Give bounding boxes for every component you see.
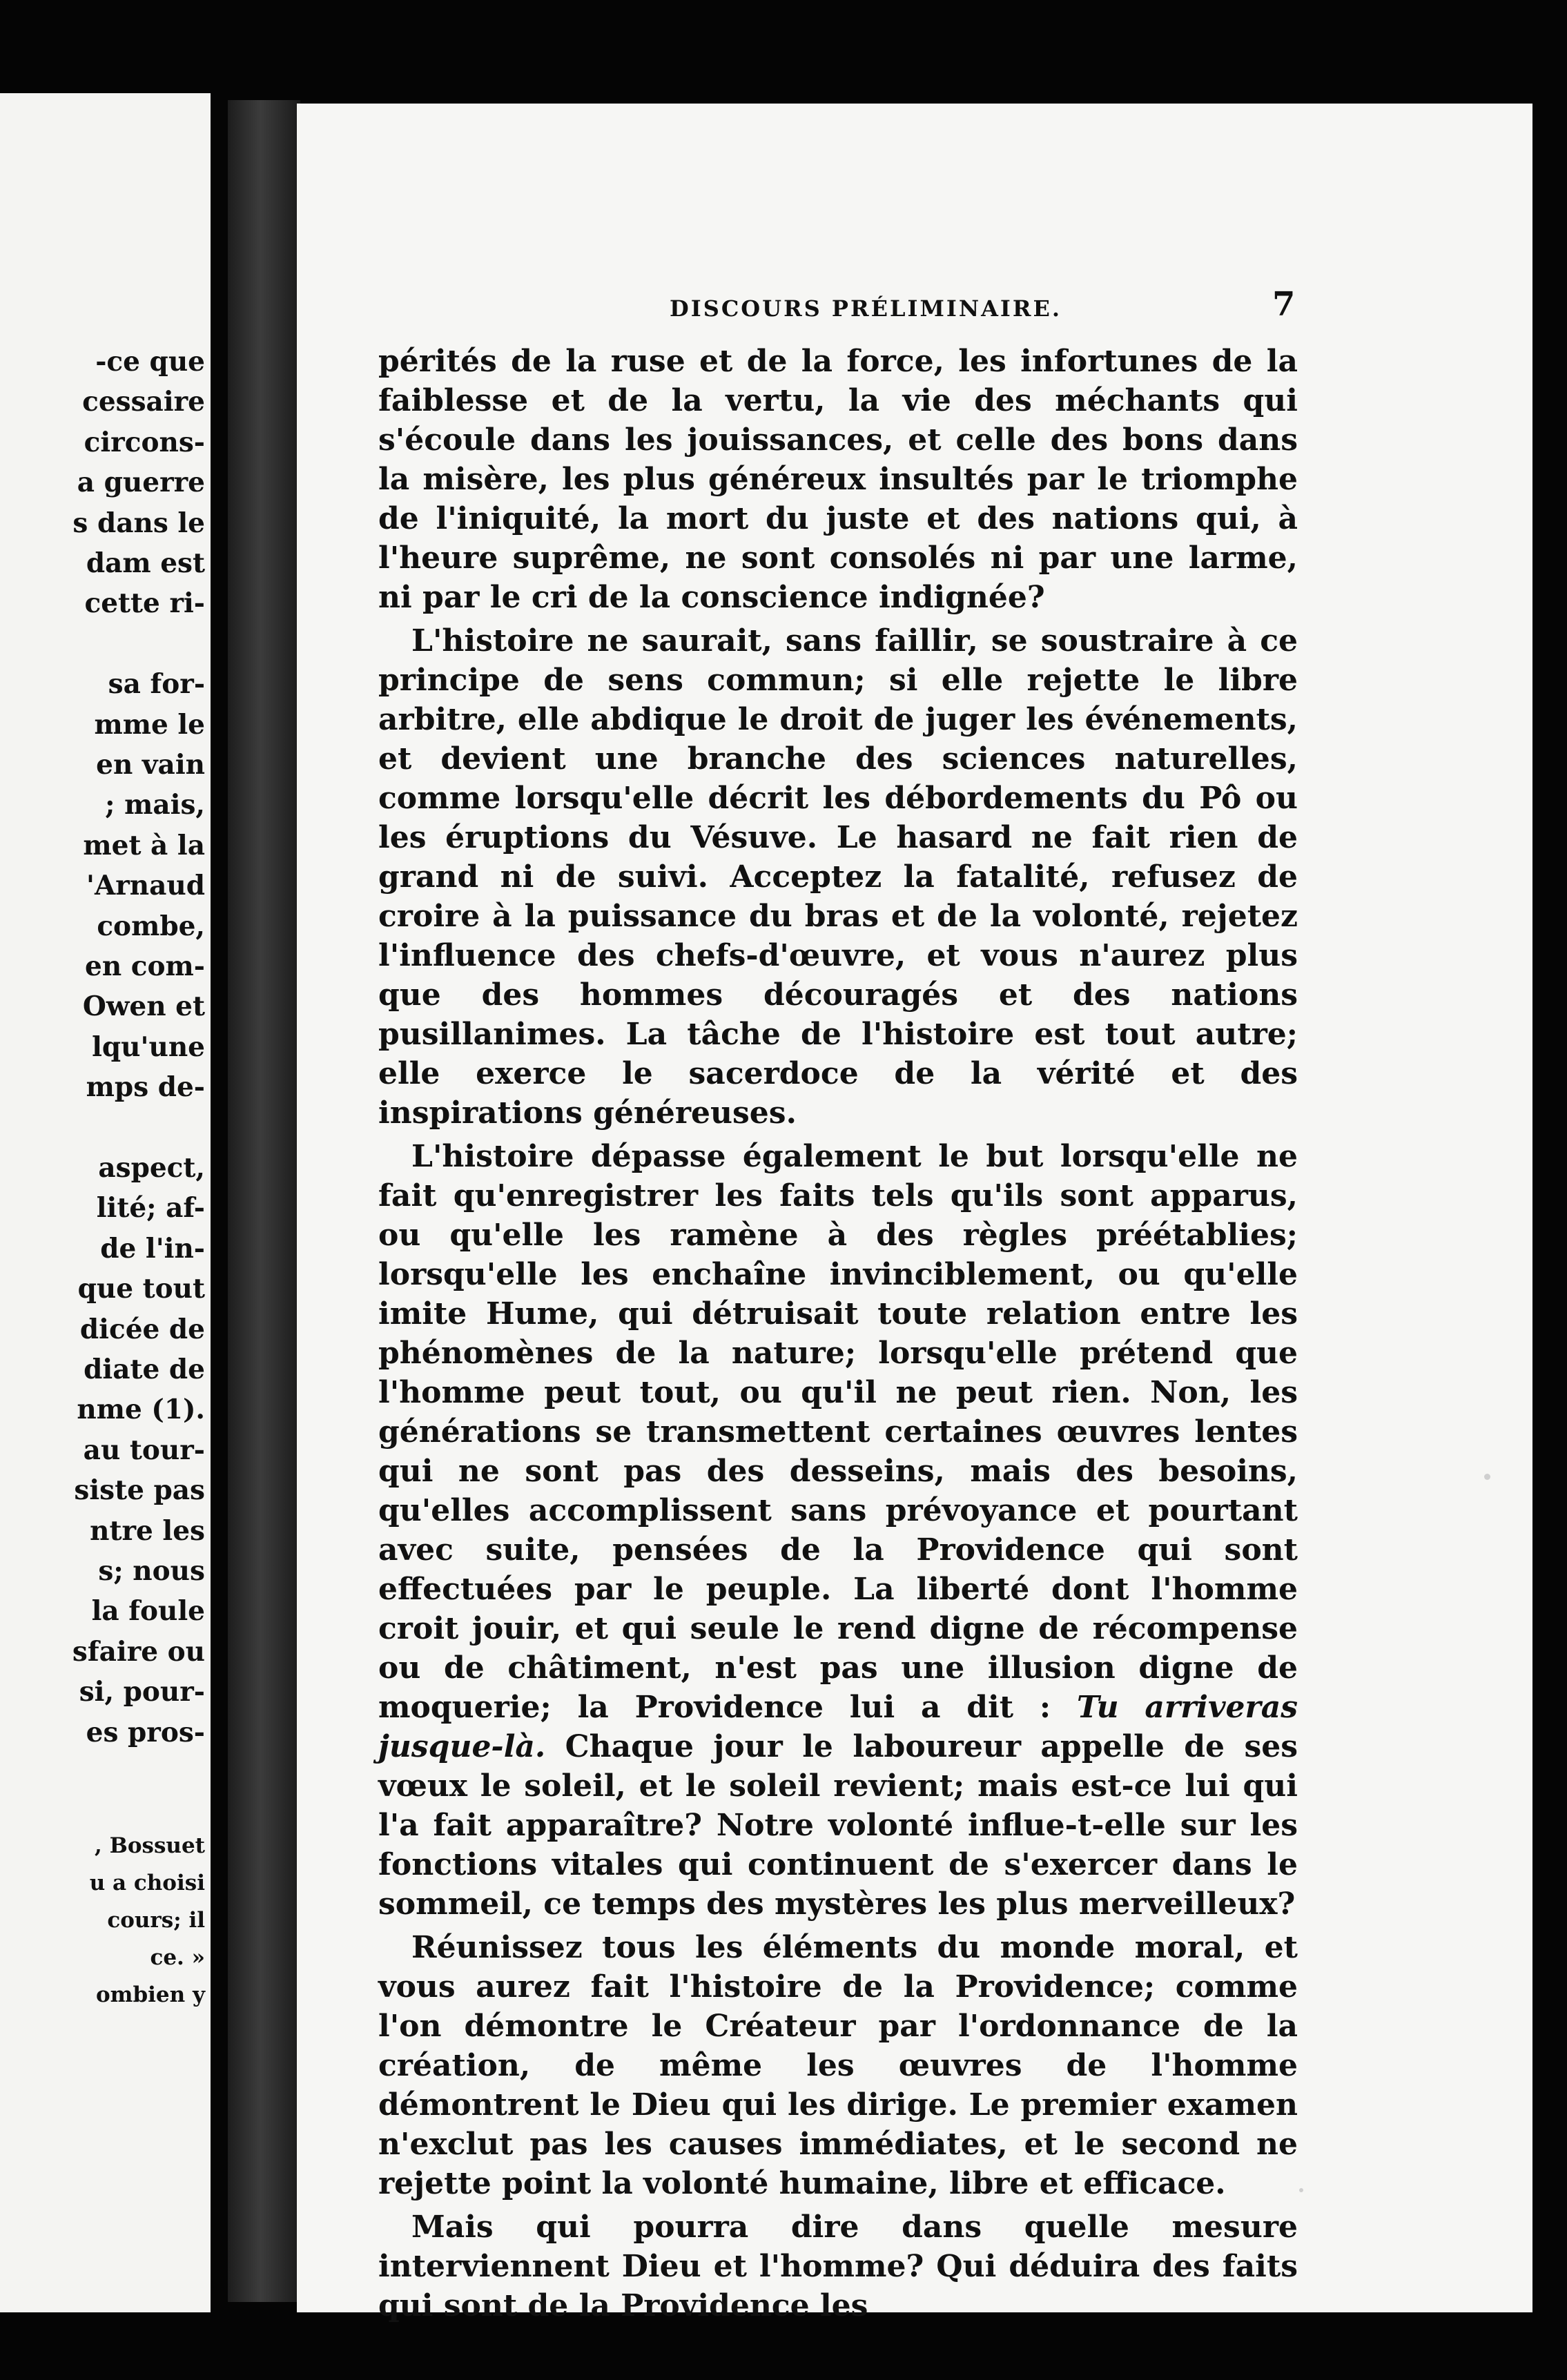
left-page-line: lqu'une (92, 1031, 205, 1063)
left-page-line: si, pour- (79, 1676, 205, 1708)
left-page-footnote-line: cours; il (107, 1908, 205, 1933)
left-page-line: mps de- (86, 1071, 205, 1104)
left-page-footnote-line: u a choisi (89, 1871, 205, 1895)
left-page-line: ; mais, (105, 789, 205, 821)
left-page-line: aspect, (98, 1152, 205, 1184)
paragraph (378, 621, 1298, 1133)
paragraph-text: Chaque jour le laboureur appelle de ses vœux le soleil, et le soleil revient; mais est-ce lui qui l'a fait apparaître? Notre volonté influe-t-elle sur les fonctions vitales qui continuent de s'exercer dans le sommeil, ce temps des mystères les plus merveilleux? (378, 1729, 1298, 1922)
left-page-line: en vain (96, 749, 205, 781)
left-page-line: sfaire ou (72, 1635, 205, 1668)
running-header: DISCOURS PRÉLIMINAIRE. (670, 295, 1062, 322)
left-page-line: cessaire (82, 386, 205, 418)
left-page-line: sa for- (108, 668, 205, 701)
left-page-line: 'Arnaud (86, 870, 205, 902)
paragraph (378, 1928, 1298, 2203)
left-page-line: met à la (83, 829, 205, 861)
left-page-line: dam est (86, 547, 205, 579)
left-page-line: mme le (94, 708, 205, 741)
left-page-footnote-line: ce. » (150, 1945, 205, 1970)
left-page-line: nme (1). (77, 1394, 205, 1426)
left-page-footnote-line: ombien y (96, 1982, 205, 2007)
left-page (0, 93, 211, 2312)
left-page-line: de l'in- (100, 1232, 205, 1265)
paragraph (378, 1137, 1298, 1924)
left-page-line: diate de (84, 1354, 205, 1385)
left-page-line: s dans le (72, 507, 205, 539)
left-page-line: dicée de (79, 1313, 205, 1345)
paragraph-text: pérités de la ruse et de la force, les infortunes de la faiblesse et de la vertu, la vie des méchants qui s'écoule dans les jouissances, et celle des bons dans la misère, les plus généreux insultés par le triomphe de l'iniquité, la mort du juste et des nations qui, à l'heure suprême, ne sont consolés ni par une larme, ni par le cri de la conscience indignée? (378, 344, 1298, 615)
left-page-line: es pros- (86, 1716, 205, 1748)
left-page-line: en com- (85, 950, 205, 982)
paragraph-text: L'histoire ne saurait, sans faillir, se soustraire à ce principe de sens commun; si elle rejette le libre arbitre, elle abdique le droit de juger les événements, et devient une branche des sciences naturelles, comme lorsqu'elle décrit les débordements du Pô ou les éruptions du Vésuve. Le hasard ne fait rien de grand ni de suivi. Acceptez la fatalité, refusez de croire à la puissance du bras et de la volonté, rejetez l'influence des chefs-d'œuvre, et vous n'aurez plus que des hommes découragés et des nations pusillanimes. La tâche de l'histoire est tout autre; elle exerce le sacerdoce de la vérité et des inspirations généreuses. (378, 623, 1298, 1131)
paragraph (378, 2207, 1298, 2325)
left-page-line: lité; af- (96, 1192, 205, 1225)
body-text (378, 342, 1298, 2325)
left-page-line: au tour- (83, 1434, 205, 1466)
left-page-line: Owen et (82, 991, 205, 1023)
paper-speck (1299, 2188, 1303, 2192)
paragraph-text: L'histoire dépasse également le but lorsqu'elle ne fait qu'enregistrer les faits tels qu'ils sont apparus, ou qu'elle les ramène à des règles préétablies; lorsqu'elle les enchaîne invinciblement, ou qu'elle imite Hume, qui détruisait toute relation entre les phénomènes de la nature; lorsqu'elle prétend que l'homme peut tout, ou qu'il ne peut rien. Non, les générations se transmettent certaines œuvres lentes qui ne sont pas des desseins, mais des besoins, qu'elles accomplissent sans prévoyance et pourtant avec suite, pensées de la Providence qui sont effectuées par le peuple. La liberté dont l'homme croit jouir, et qui seule le rend digne de récompense ou de châtiment, n'est pas une illusion digne de moquerie; la Providence lui a dit : (378, 1139, 1298, 1725)
paragraph-text: Réunissez tous les éléments du monde moral, et vous aurez fait l'histoire de la Providence; comme l'on démontre le Créateur par l'ordonnance de la création, de même les œuvres de l'homme démontrent le Dieu qui les dirige. Le premier examen n'exclut pas les causes immédiates, et le second ne rejette point la volonté humaine, libre et efficace. (378, 1930, 1298, 2201)
left-page-line: que tout (77, 1273, 205, 1305)
left-page-line: s; nous (98, 1555, 205, 1587)
left-page-line: -ce que (95, 346, 205, 378)
paper-speck (1484, 1474, 1490, 1480)
page-number: 7 (1272, 285, 1296, 324)
italic-quote: Tu arriveras jusque-là. (378, 1690, 1298, 1764)
left-page-line: a guerre (77, 467, 205, 499)
book-gutter (228, 100, 300, 2302)
paragraph-text: Mais qui pourra dire dans quelle mesure interviennent Dieu et l'homme? Qui déduira des faits qui sont de la Providence les (378, 2210, 1298, 2323)
left-page-footnote-line: , Bossuet (95, 1833, 205, 1858)
left-page-line: circons- (84, 426, 205, 458)
left-page-line: siste pas (74, 1474, 205, 1507)
paragraph (378, 342, 1298, 617)
left-page-line: la foule (91, 1595, 205, 1628)
left-page-line: combe, (97, 910, 205, 942)
left-page-line: ntre les (90, 1514, 205, 1547)
left-page-line: cette ri- (84, 587, 205, 620)
